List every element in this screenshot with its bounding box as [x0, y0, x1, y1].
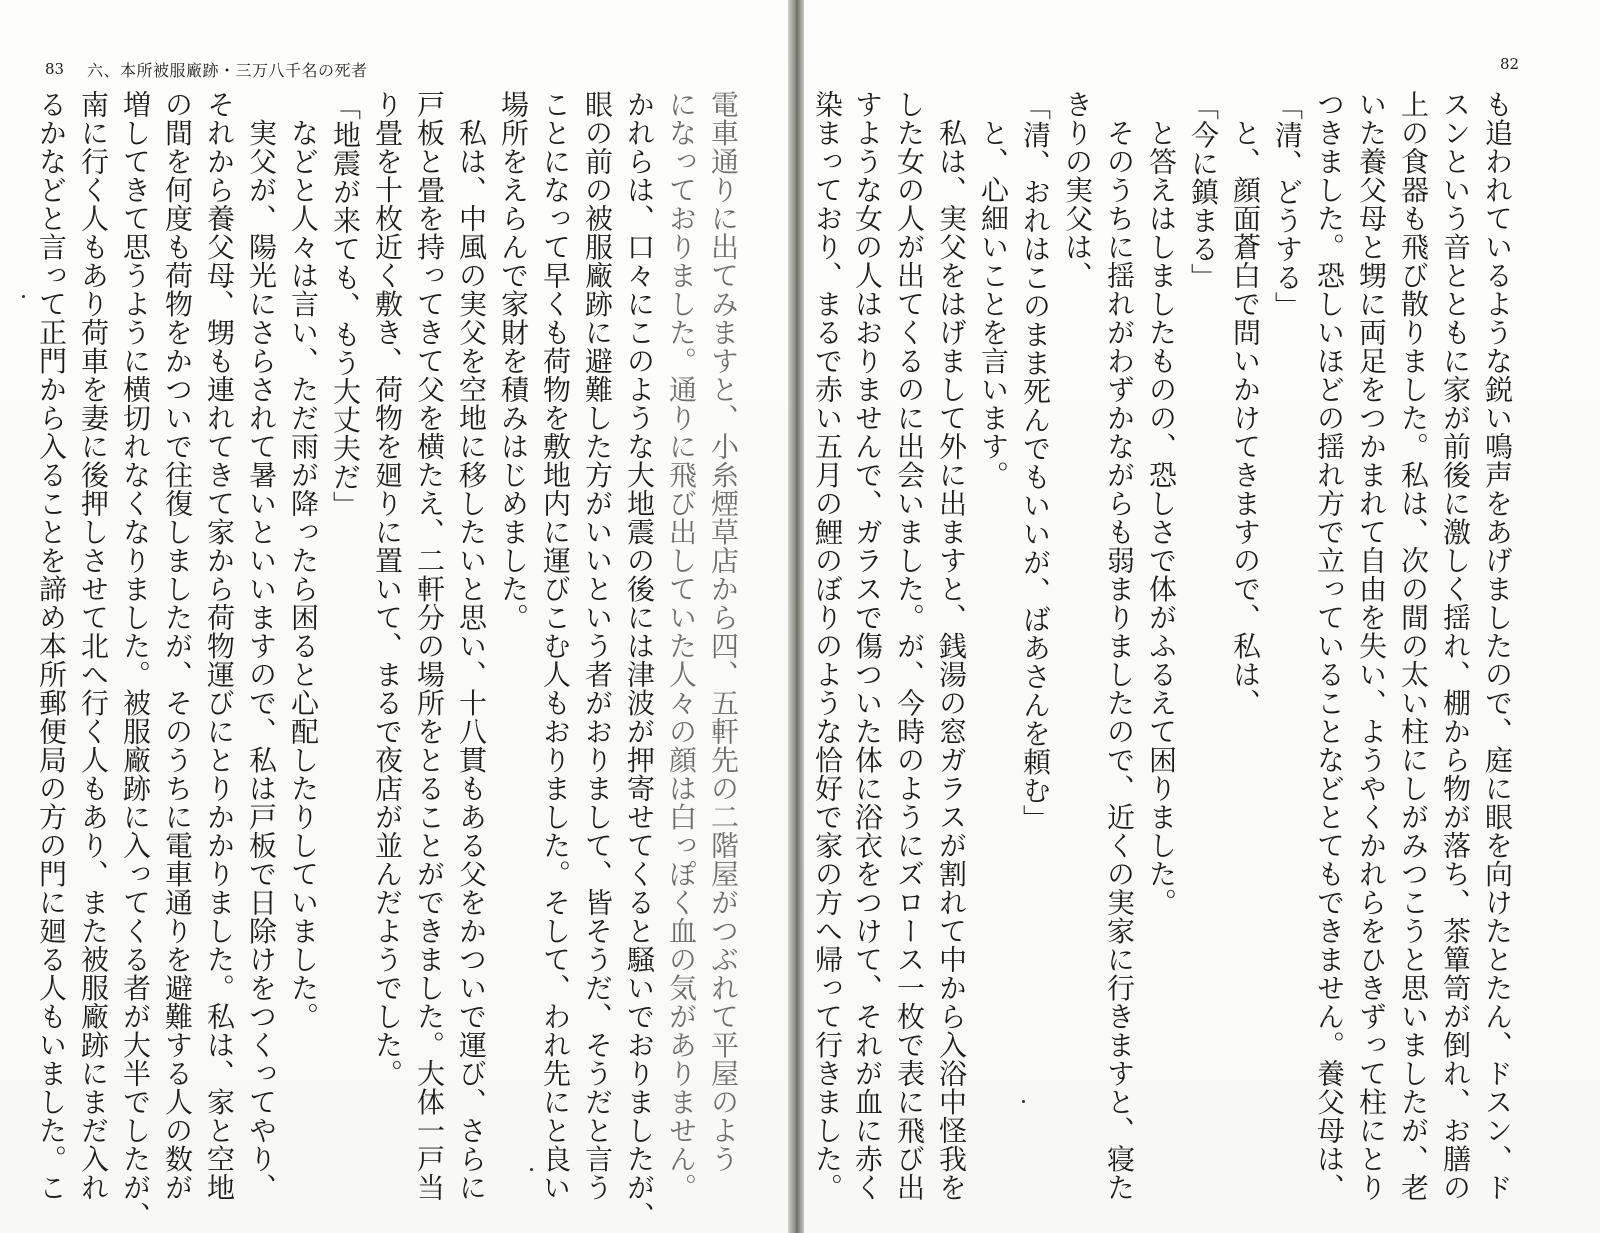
- text-line: と答えはしましたものの、恐しさで体がふるえて困りました。: [1145, 90, 1178, 917]
- text-line: 私は、中風の実父を空地に移したいと思い、十八貫もある父をかついで運び、さらに: [455, 90, 488, 1202]
- text-line: るかなどと言って正門から入ることを諦め本所郵便局の方の門に廻る人もいました。こ: [35, 90, 68, 1202]
- text-line: 電車通りに出てみますと、小糸煙草店から四、五軒先の二階屋がつぶれて平屋のよう: [707, 90, 740, 1173]
- right-page: [804, 0, 1600, 1233]
- text-line: そのうちに揺れがわずかながらも弱まりましたので、近くの実家に行きますと、寝た: [1103, 90, 1136, 1202]
- text-line: 場所をえらんで家財を積みはじめました。: [497, 90, 530, 632]
- left-page-number: 83: [45, 60, 65, 78]
- text-line: 戸板と畳を持ってきて父を横たえ、二軒分の場所をとることができました。大体一戸当: [413, 90, 446, 1202]
- text-line: になっておりました。通りに飛び出していた人々の顔は白っぽく血の気がありません。: [665, 90, 698, 1202]
- text-line: も追われているような鋭い鳴声をあげましたので、庭に眼を向けたとたん、ドスン、ド: [1481, 90, 1514, 1202]
- text-line: 「清、どうする」: [1271, 92, 1304, 320]
- text-line: 染まっており、まるで赤い五月の鯉のぼりのような恰好で家の方へ帰って行きました。: [811, 90, 844, 1202]
- text-line: 私は、実父をはげまして外に出ますと、銭湯の窓ガラスが割れて中から入浴中怪我を: [935, 90, 968, 1202]
- print-speck: [530, 1168, 533, 1171]
- text-line: 「地震が来ても、もう大丈夫だ」: [329, 92, 362, 520]
- text-line: 上の食器も飛び散りました。私は、次の間の太い柱にしがみつこうと思いましたが、老: [1397, 90, 1430, 1202]
- text-line: などと人々は言い、ただ雨が降ったら困ると心配したりしていました。: [287, 90, 320, 1031]
- left-page: [0, 0, 788, 1233]
- text-line: 増してきて思うように横切れなくなりました。被服廠跡に入ってくる者が大半でしたが、: [119, 90, 152, 1230]
- text-line: それから養父母、甥も連れてきて家から荷物運びにとりかかりました。私は、家と空地: [203, 90, 236, 1202]
- print-speck: [1022, 1100, 1025, 1103]
- text-line: すような女の人はおりませんで、ガラスで傷ついた体に浴衣をつけて、それが血に赤く: [851, 90, 884, 1202]
- right-page-number: 82: [1500, 55, 1520, 73]
- text-line: ことになって早くも荷物を敷地内に運びこむ人もおりました。そして、われ先にと良い: [539, 90, 572, 1202]
- print-speck: [22, 295, 25, 298]
- text-line: 「清、おれはこのまま死んでもいいが、ばあさんを頼む」: [1019, 92, 1052, 833]
- text-line: 南に行く人もあり荷車を妻に後押しさせて北へ行く人もあり、また被服廠跡にまだ入れ: [77, 90, 110, 1202]
- text-line: と、顔面蒼白で問いかけてきますので、私は、: [1229, 90, 1262, 717]
- text-line: の間を何度も荷物をかついで往復しましたが、そのうちに電車通りを避難する人の数が: [161, 90, 194, 1202]
- text-line: きりの実父は、: [1061, 90, 1094, 290]
- text-line: いた養父母と甥に両足をつかまれて自由を失い、ようやくかれらをひきずって柱にとり: [1355, 90, 1388, 1202]
- book-gutter: [788, 0, 804, 1233]
- text-line: 眼の前の被服廠跡に避難した方がいいという者がおりまして、皆そうだ、そうだと言う: [581, 90, 614, 1202]
- text-line: かれらは、口々にこのような大地震の後には津波が押寄せてくると騒いでおりましたが、: [623, 90, 656, 1230]
- text-line: 「今に鎮まる」: [1187, 92, 1220, 292]
- text-line: と、心細いことを言います。: [977, 90, 1010, 489]
- text-line: した女の人が出てくるのに出会いました。が、今時のようにズロース一枚で表に飛び出: [893, 90, 926, 1202]
- running-title: 六、本所被服廠跡・三万八千名の死者: [87, 61, 368, 80]
- text-line: スンという音とともに家が前後に激しく揺れ、棚から物が落ち、茶簞笥が倒れ、お膳の: [1439, 90, 1472, 1202]
- text-line: つきました。恐しいほどの揺れ方で立っていることなどとてもできません。養父母は、: [1313, 90, 1346, 1202]
- text-line: 実父が、陽光にさらされて暑いといいますので、私は戸板で日除けをつくってやり、: [245, 90, 278, 1202]
- text-line: り畳を十枚近く敷き、荷物を廻りに置いて、まるで夜店が並んだようでした。: [371, 90, 404, 1088]
